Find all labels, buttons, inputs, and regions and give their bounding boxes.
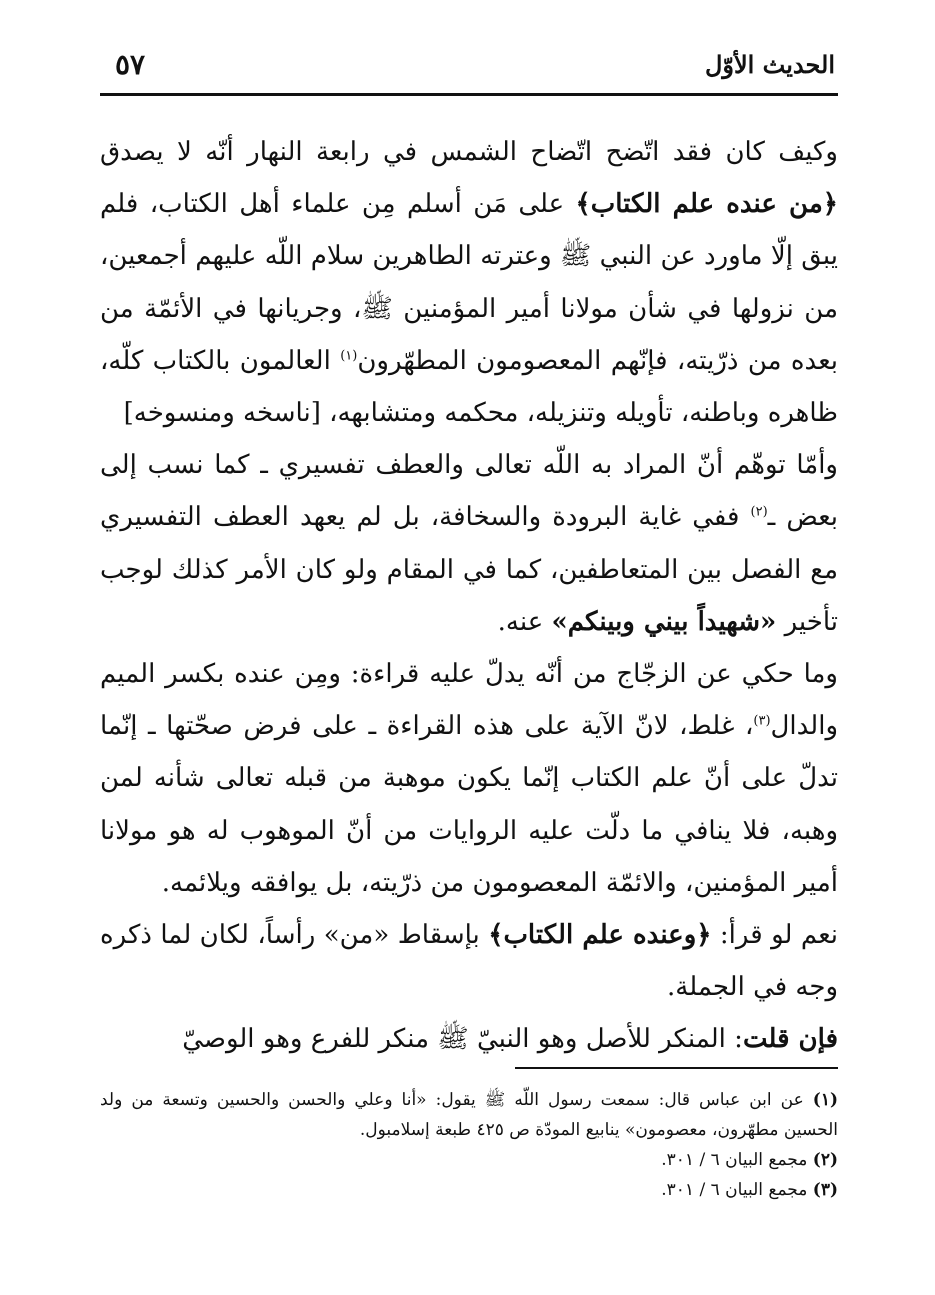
footnote-text: مجمع البيان ٦ / ٣٠١. [661, 1180, 813, 1200]
paragraph-text: ، غلط، لانّ الآية على هذه القراءة ـ على فرض صحّتها ـ إنّما تدلّ على أنّ علم الكتاب إنّما يكون موهبة من قبله تعالى شأنه لمن وهبه، فلا ينافي ما دلّت عليه الروايات من أنّ الموهوب له هو مولانا أمير المؤمنين، والائمّة المعصومون من ذرّيته، بل يوافقه ويلائمه. [100, 711, 838, 898]
paragraph-text: العالمون بالكتاب كلّه، ظاهره وباطنه، تأويله وتنزيله، محكمه ومتشابهه، [ناسخه ومنسوخه] [100, 345, 838, 429]
body-text [100, 126, 838, 1066]
running-title: الحديث الأوّل [704, 50, 835, 79]
footnote-rule [515, 1067, 838, 1069]
paragraph-text: : المنكر للأصل وهو النبيّ ﷺ منكر للفرع وهو الوصيّ [182, 1024, 743, 1055]
paragraph-text: وأمّا توهّم أنّ المراد به اللّه تعالى والعطف تفسيري ـ كما نسب إلى بعض ـ [100, 450, 839, 533]
paragraph-1 [100, 126, 838, 439]
footnote-3 [100, 1175, 838, 1205]
paragraph-text: وما حكي عن الزجّاج من أنّه يدلّ عليه قراءة: ومِن عنده بكسر الميم والدال [100, 659, 838, 742]
footnote-number: (٣) [812, 1180, 838, 1200]
header-rule [100, 93, 838, 96]
footnote-ref: (٢) [750, 504, 768, 520]
paragraph-text: على مَن أسلم مِن علماء أهل الكتاب، فلم يبق إلّا ماورد عن النبي ﷺ وعترته الطاهرين سلام اللّه عليهم أجمعين، من نزولها في شأن مولانا أمير المؤمنين ﷺ، وجريانها في الأئمّة من بعده من ذرّيته، فإنّهم المعصومون المطهّرون [100, 189, 838, 376]
footnote-number: (١) [812, 1090, 838, 1110]
footnote-2 [100, 1145, 838, 1175]
footnote-text: مجمع البيان ٦ / ٣٠١. [661, 1150, 813, 1170]
quran-quote: ﴿وعنده علم الكتاب﴾ [488, 920, 712, 951]
quran-quote: «شهيداً بيني وبينكم» [551, 606, 777, 637]
footnote-ref: (٣) [753, 713, 771, 729]
paragraph-text: عنه. [497, 606, 552, 637]
lead-phrase: فإن قلت [742, 1024, 838, 1055]
paragraph-3 [100, 648, 838, 909]
paragraph-text: بإسقاط «من» رأساً، لكان لما ذكره وجه في الجملة. [100, 920, 838, 1003]
page-header [105, 40, 835, 90]
footnotes [100, 1085, 838, 1205]
footnote-number: (٢) [812, 1150, 838, 1170]
quran-quote: ﴿من عنده علم الكتاب﴾ [575, 189, 838, 220]
paragraph-text: ففي غاية البرودة والسخافة، بل لم يعهد العطف التفسيري مع الفصل بين المتعاطفين، كما في المقام ولو كان الأمر كذلك لوجب تأخير [100, 502, 838, 637]
footnote-text: عن ابن عباس قال: سمعت رسول اللّه ﷺ يقول: «أنا وعلي والحسن والحسين وتسعة من ولد الحسين مطهّرون، معصومون» ينابيع المودّة ص ٤٢٥ طبعة إسلامبول. [100, 1090, 838, 1140]
paragraph-5 [100, 1013, 838, 1065]
paragraph-text: وكيف كان فقد اتّضح اتّضاح الشمس في رابعة النهار أنّه لا يصدق [100, 137, 838, 167]
paragraph-text: نعم لو قرأ: [711, 920, 838, 951]
footnote-ref: (١) [340, 348, 358, 364]
footnote-1 [100, 1085, 838, 1145]
page-number: ٥٧ [115, 48, 146, 81]
paragraph-4 [100, 909, 838, 1013]
paragraph-2 [100, 439, 838, 648]
